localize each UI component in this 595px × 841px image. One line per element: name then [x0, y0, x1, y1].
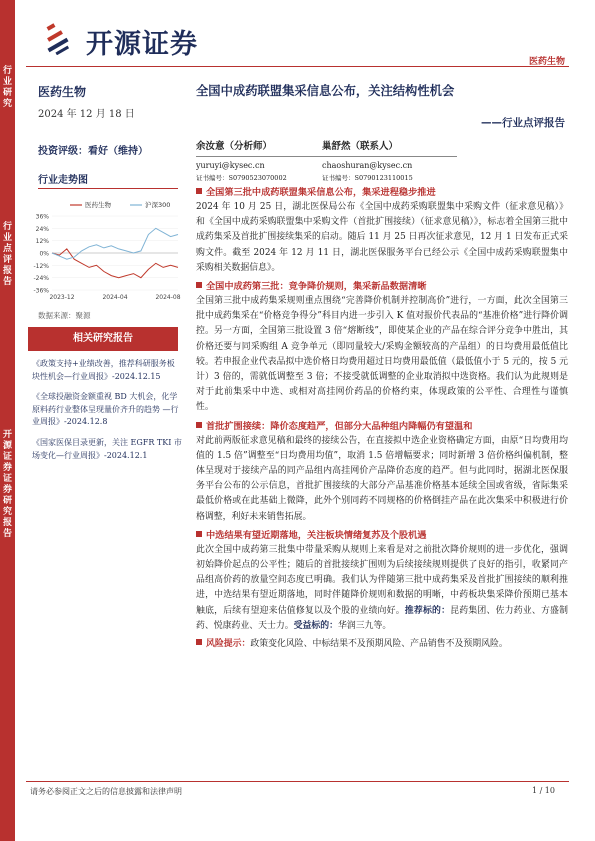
- trend-divider: [38, 188, 178, 189]
- report-date: 2024 年 12 月 18 日: [38, 109, 135, 120]
- y-tick-label: -36%: [33, 287, 49, 295]
- chart-source: 数据来源：聚源: [38, 311, 91, 320]
- section-paragraph: 全国第三批中成药集采规则重点围绕“完善降价机制并控制高价”进行，一方面，此次全国第三批中成药集采在“价格竞争得分”科目内进一步引入 K 值对报价代表品的“基准价格”进行降价调控。另一方面，全国第三批设置 3 倍“熔断线”，即使某企业的产品在综合评分竞争中胜出，其价格还要与同采购组 A 竞争单元（即同量较大/采购金额较高的产品组）的日均费用最低值比较。若申报企业代表品拟中选价格日均费用超过日均费用最低值（最低值小于 5 元的，按 5 元计）3 倍的，需就低调整至 3 倍；不接受就低调整的企业取消拟中选资格。我们认为此规则是对于此前集采中中选、或相对高挂网价药品的价格约束，体现政策的公平性、合理性与谨慎性。: [196, 296, 568, 413]
- rail-label-top: 行业研究: [2, 66, 12, 109]
- y-tick-label: -24%: [33, 275, 49, 283]
- section-heading: 中选结果有望近期落地，关注板块情绪复苏及个股机遇: [196, 528, 568, 543]
- investment-rating: 投资评级：看好（维持）: [38, 146, 148, 157]
- analyst-cert: 证书编号：S0790523070002: [196, 174, 287, 182]
- report-title: 全国中成药联盟集采信息公布，关注结构性机会: [196, 84, 455, 98]
- section-paragraph: 此次全国中成药第三批集中带量采购从规则上来看是对之前批次降价规则的进一步优化，强调初始降价起点的公平性；随后的首批接续扩围则为后续接续规则提供了良好的指引，收紧同产品组高价药的放量空间态度已明确。我们认为伴随第三批中成药集采及首批扩围接续的顺利推进，中选结果有望近期落地，同时伴随降价规则和数据的明晰，中药板块集采降价预期已基本触底，后续有望迎来估值修复以及个股的业绩向好。推荐标的：昆药集团、佐力药业、方盛制药、悦康药业、天士力。受益标的：华润三九等。: [196, 544, 568, 631]
- x-tick-label: 2023-12: [49, 294, 75, 301]
- bullet-square-icon: [196, 188, 202, 194]
- analyst-card: [322, 140, 457, 185]
- rail-label-bottom: 开源证券 证券研究报告: [2, 430, 12, 539]
- section-heading: 全国中成药第三批：竞争降价规则，集采新品数据清晰: [196, 279, 568, 294]
- related-reports-list: [32, 358, 182, 470]
- recommend-stocks: 昆药集团、佐力药业、方盛制药、悦康药业、天士力。: [196, 605, 568, 631]
- x-tick-label: 2024-04: [102, 294, 128, 301]
- rail-segment-middle: [0, 171, 15, 439]
- related-report-link[interactable]: 《国家医保目录更新，关注 EGFR TKI 市场变化—行业周报》-2024.12.1: [32, 437, 182, 460]
- analyst-divider: [322, 156, 457, 157]
- y-tick-label: -12%: [33, 262, 49, 270]
- page-number: 1 / 10: [531, 786, 555, 795]
- x-tick-label: 2024-08: [155, 294, 181, 301]
- report-body: [196, 185, 568, 652]
- related-reports-header: 相关研究报告: [28, 327, 178, 351]
- analyst-cert: 证书编号：S0790123110015: [322, 174, 413, 182]
- related-report-link[interactable]: 《政策支持+业绩改善，推荐科研服务板块性机会—行业周报》-2024.12.15: [32, 359, 175, 381]
- section-heading: 首批扩围接续：降价态度趋严，但部分大品种组内降幅仍有望温和: [196, 419, 568, 434]
- y-tick-label: 24%: [35, 225, 49, 233]
- legend-label: 沪深300: [145, 201, 171, 209]
- benefit-label: 受益标的：: [293, 620, 338, 631]
- legend-label: 医药生物: [85, 201, 111, 209]
- report-subtitle: ——行业点评报告: [481, 117, 565, 129]
- y-tick-label: 0%: [39, 250, 49, 258]
- analyst-name: 余汝意（分析师）: [196, 141, 273, 152]
- risk-warning: 风险提示：政策变化风险、中标结果不及预期风险、产品销售不及预期风险。: [196, 637, 568, 652]
- section-paragraph: 2024 年 10 月 25 日，湖北医保局公布《全国中成药采购联盟集中采购文件（征求意见稿）》和《全国中成药采购联盟集中采购文件（首批扩围接续）（征求意见稿）》，标志着全国第三批中成药集采及首批扩围接续集采的启动。随后 11 月 25 日再次征求意见，12 月 1 日发布正式采购文件。截至 2024 年 12 月 11 日，湖北医保服务平台已经公示《全国中成药采购联盟集中采购相关数据信息》。: [196, 202, 568, 273]
- header-sector-tag: 医药生物: [528, 57, 565, 67]
- header-divider: [26, 66, 569, 67]
- sector-name: 医药生物: [38, 85, 87, 99]
- analyst-name: 巢舒然（联系人）: [322, 141, 399, 152]
- footer-divider: [26, 781, 569, 782]
- section-heading: 全国第三批中成药联盟集采信息公布，集采进程稳步推进: [196, 185, 568, 200]
- rail-label-middle: 行业点评报告: [2, 222, 12, 287]
- analyst-email[interactable]: chaoshuran@kysec.cn: [322, 161, 413, 170]
- bullet-square-icon: [196, 639, 202, 645]
- company-logo-text: 开源证券: [86, 29, 198, 60]
- benefit-stocks: 华润三九等。: [338, 620, 392, 631]
- trend-line-chart: [28, 196, 183, 306]
- bullet-square-icon: [196, 531, 202, 537]
- trend-chart-title: 行业走势图: [38, 175, 88, 186]
- recommend-label: 推荐标的：: [404, 605, 451, 616]
- analyst-email[interactable]: yuruyi@kysec.cn: [196, 161, 265, 170]
- y-tick-label: 36%: [35, 213, 49, 221]
- company-logo-icon: [45, 21, 79, 55]
- bullet-square-icon: [196, 282, 202, 288]
- footer-disclaimer: 请务必参阅正文之后的信息披露和法律声明: [30, 787, 182, 796]
- bullet-square-icon: [196, 422, 202, 428]
- y-tick-label: 12%: [35, 238, 49, 246]
- analyst-divider: [196, 156, 331, 157]
- analyst-card: [196, 140, 331, 185]
- related-report-link[interactable]: 《全球投融资金额重视 BD 大机会，化学原料药行业整体呈现量价齐升的趋势 —行业周报》-2024.12.8: [32, 392, 179, 427]
- section-paragraph: 对此前两版征求意见稿和最终的接续公告，在直接拟中选企业资格确定方面，由原“日均费用均值的 1.5 倍”调整至“日均费用均值”，取消 1.5 倍增幅要求；同时新增 3 倍价格纠偏机制，整体呈现对于接续产品的同产品组内高挂网价产品降价态度的趋严。但与此同时，据湖北医保服务平台公布的公示信息，首批扩围接续的大部分产品基准价格基本延续全国或省级，省际集采最低价格或在此基础上微降，此外个别同药不同规格的价格倒挂产品在此次集采中积极进行价格调整，利好未来销售拓展。: [196, 435, 568, 522]
